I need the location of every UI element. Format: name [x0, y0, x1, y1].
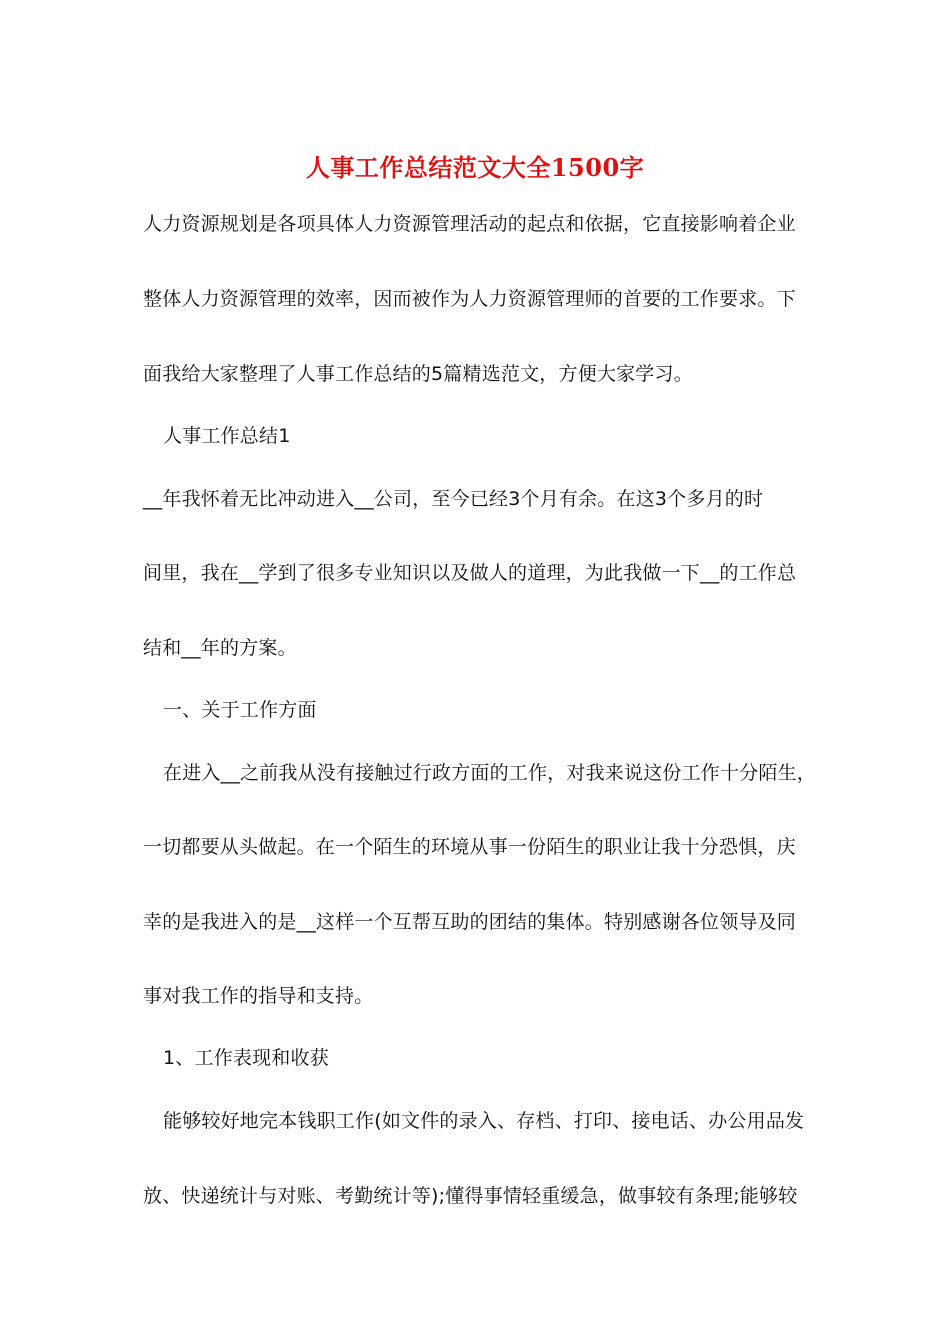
paragraph-line: 放、快递统计与对账、考勤统计等);懂得事情轻重缓急，做事较有条理;能够较: [143, 1185, 798, 1207]
paragraph-line: 面我给大家整理了人事工作总结的5篇精选范文，方便大家学习。: [143, 363, 693, 385]
paragraph-line: 在进入__之前我从没有接触过行政方面的工作，对我来说这份工作十分陌生，: [163, 762, 817, 784]
section-heading: 一、关于工作方面: [163, 699, 317, 721]
paragraph-line: 幸的是我进入的是__这样一个互帮互助的团结的集体。特别感谢各位领导及同: [143, 911, 797, 933]
document-title: 人事工作总结范文大全1500字: [305, 153, 645, 182]
paragraph-line: 能够较好地完本钱职工作(如文件的录入、存档、打印、接电话、办公用品发: [163, 1110, 805, 1132]
paragraph-line: 人力资源规划是各项具体人力资源管理活动的起点和依据，它直接影响着企业: [143, 213, 796, 235]
paragraph-line: 间里，我在__学到了很多专业知识以及做人的道理，为此我做一下__的工作总: [143, 562, 797, 584]
paragraph-line: 一切都要从头做起。在一个陌生的环境从事一份陌生的职业让我十分恐惧，庆: [143, 836, 796, 858]
paragraph-line: 结和__年的方案。: [143, 637, 297, 659]
paragraph-line: __年我怀着无比冲动进入__公司，至今已经3个月有余。在这3个多月的时: [143, 488, 764, 510]
section-heading: 1、工作表现和收获: [163, 1047, 329, 1069]
paragraph-line: 整体人力资源管理的效率，因而被作为人力资源管理师的首要的工作要求。下: [143, 288, 796, 310]
paragraph-line: 事对我工作的指导和支持。: [143, 985, 374, 1007]
section-heading: 人事工作总结1: [163, 425, 291, 447]
